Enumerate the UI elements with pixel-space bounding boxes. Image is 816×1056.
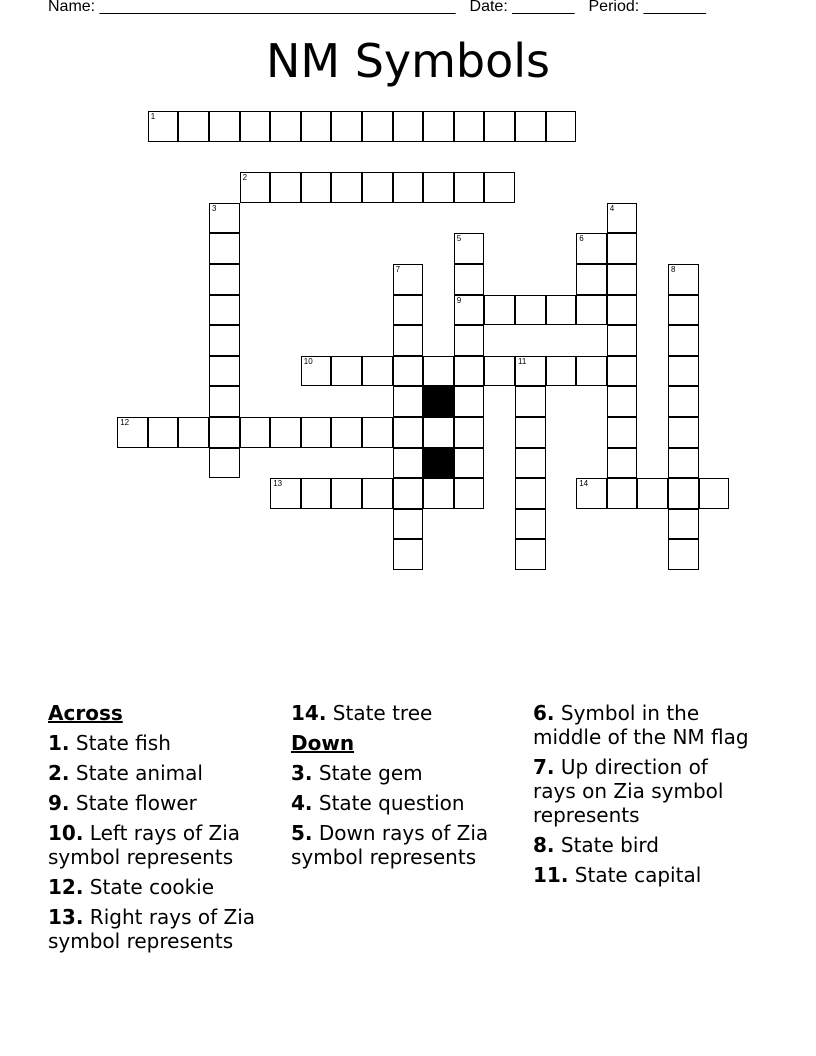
clue-item: 3. State gem	[291, 761, 423, 785]
grid-cell[interactable]	[301, 478, 332, 509]
clue-item: 2. State animal	[48, 761, 203, 785]
clue-item: 1. State fish	[48, 731, 171, 755]
grid-cell[interactable]	[209, 386, 240, 417]
grid-cell[interactable]	[454, 478, 485, 509]
grid-cell[interactable]	[515, 111, 546, 142]
cell-number: 4	[609, 203, 615, 213]
grid-cell[interactable]	[484, 172, 515, 203]
grid-cell[interactable]	[515, 478, 546, 509]
clue-item: 13. Right rays of Zia symbol represents	[48, 905, 256, 953]
grid-cell[interactable]	[209, 417, 240, 448]
grid-cell[interactable]	[270, 172, 301, 203]
grid-cell[interactable]	[607, 325, 638, 356]
grid-cell[interactable]	[240, 172, 271, 203]
grid-cell[interactable]	[331, 417, 362, 448]
grid-cell[interactable]	[209, 448, 240, 479]
clues-column-1	[48, 701, 280, 959]
clue-item: 7. Up direction of rays on Zia symbol represents	[533, 755, 724, 827]
grid-cell[interactable]	[209, 295, 240, 326]
grid-cell[interactable]	[515, 386, 546, 417]
grid-cell[interactable]	[454, 111, 485, 142]
grid-cell[interactable]	[546, 356, 577, 387]
date-field[interactable]: Date: _______	[469, 0, 575, 15]
grid-cell[interactable]	[362, 478, 393, 509]
grid-cell[interactable]	[270, 111, 301, 142]
cell-number: 7	[395, 265, 401, 274]
grid-cell[interactable]	[148, 111, 179, 142]
grid-cell[interactable]	[393, 509, 424, 540]
grid-cell[interactable]	[209, 356, 240, 387]
grid-block	[423, 448, 454, 479]
grid-cell[interactable]	[515, 356, 546, 387]
grid-cell[interactable]	[607, 233, 638, 264]
grid-cell[interactable]	[668, 539, 699, 570]
clue-item: 4. State question	[291, 791, 465, 815]
grid-cell[interactable]	[362, 417, 393, 448]
grid-cell[interactable]	[240, 417, 271, 448]
cell-number: 3	[212, 203, 217, 213]
grid-cell[interactable]	[576, 233, 607, 264]
grid-cell[interactable]	[331, 478, 362, 509]
name-field[interactable]: Name: ________________________________________	[48, 0, 456, 15]
clue-item: 5. Down rays of Zia symbol represents	[291, 821, 489, 869]
grid-cell[interactable]	[423, 478, 454, 509]
grid-cell[interactable]	[423, 111, 454, 142]
grid-cell[interactable]	[607, 417, 638, 448]
grid-cell[interactable]	[576, 295, 607, 326]
grid-cell[interactable]	[576, 478, 607, 509]
grid-cell[interactable]	[270, 417, 301, 448]
clue-item: 14. State tree	[291, 701, 433, 725]
grid-cell[interactable]	[301, 417, 332, 448]
grid-cell[interactable]	[668, 448, 699, 479]
clue-item: 9. State flower	[48, 791, 197, 815]
cell-number: 11	[518, 356, 527, 366]
grid-cell[interactable]	[301, 356, 332, 387]
grid-cell[interactable]	[699, 478, 730, 509]
grid-cell[interactable]	[576, 356, 607, 387]
cell-number: 14	[579, 479, 589, 489]
cell-number: 12	[120, 418, 130, 427]
grid-cell[interactable]	[607, 478, 638, 509]
across-heading: Across	[48, 701, 123, 725]
grid-cell[interactable]	[484, 111, 515, 142]
grid-cell[interactable]	[454, 386, 485, 417]
grid-cell[interactable]	[209, 203, 240, 234]
grid-cell[interactable]	[515, 417, 546, 448]
grid-cell[interactable]	[423, 417, 454, 448]
grid-cell[interactable]	[484, 295, 515, 326]
grid-cell[interactable]	[393, 478, 424, 509]
cell-number: 1	[150, 112, 156, 121]
period-field[interactable]: Period: _______	[588, 0, 706, 15]
grid-cell[interactable]	[576, 264, 607, 295]
grid-cell[interactable]	[393, 325, 424, 356]
grid-cell[interactable]	[454, 325, 485, 356]
grid-cell[interactable]	[331, 356, 362, 387]
grid-cell[interactable]	[362, 111, 393, 142]
grid-cell[interactable]	[393, 264, 424, 295]
grid-cell[interactable]	[607, 295, 638, 326]
grid-cell[interactable]	[607, 203, 638, 234]
grid-cell[interactable]	[454, 448, 485, 479]
grid-cell[interactable]	[668, 386, 699, 417]
clue-item: 12. State cookie	[48, 875, 215, 899]
grid-cell[interactable]	[209, 264, 240, 295]
grid-cell[interactable]	[668, 356, 699, 387]
grid-cell[interactable]	[607, 448, 638, 479]
cell-number: 5	[456, 234, 462, 244]
down-heading: Down	[291, 731, 355, 755]
grid-cell[interactable]	[423, 356, 454, 387]
grid-cell[interactable]	[454, 233, 485, 264]
grid-cell[interactable]	[393, 417, 424, 448]
cell-number: 13	[273, 479, 283, 489]
clue-item: 10. Left rays of Zia symbol represents	[48, 821, 241, 869]
grid-cell[interactable]	[331, 111, 362, 142]
grid-cell[interactable]	[209, 233, 240, 264]
grid-block	[423, 386, 454, 417]
grid-cell[interactable]	[454, 264, 485, 295]
grid-cell[interactable]	[454, 172, 485, 203]
clue-item: 6. Symbol in the middle of the NM flag	[533, 701, 749, 749]
grid-cell[interactable]	[668, 295, 699, 326]
grid-cell[interactable]	[393, 448, 424, 479]
grid-cell[interactable]	[546, 295, 577, 326]
grid-cell[interactable]	[668, 417, 699, 448]
grid-cell[interactable]	[117, 417, 148, 448]
cell-number: 8	[671, 265, 676, 274]
grid-cell[interactable]	[454, 356, 485, 387]
grid-cell[interactable]	[209, 325, 240, 356]
worksheet-header	[48, 0, 720, 16]
grid-cell[interactable]	[668, 509, 699, 540]
grid-cell[interactable]	[301, 111, 332, 142]
grid-cell[interactable]	[484, 356, 515, 387]
grid-cell[interactable]	[454, 417, 485, 448]
grid-cell[interactable]	[178, 111, 209, 142]
clue-item: 8. State bird	[533, 833, 659, 857]
grid-cell[interactable]	[393, 172, 424, 203]
grid-cell[interactable]	[515, 295, 546, 326]
cell-number: 2	[242, 173, 248, 183]
grid-cell[interactable]	[393, 356, 424, 387]
grid-cell[interactable]	[637, 478, 668, 509]
grid-cell[interactable]	[546, 111, 577, 142]
grid-cell[interactable]	[668, 325, 699, 356]
grid-cell[interactable]	[454, 295, 485, 326]
grid-cell[interactable]	[515, 539, 546, 570]
page-title: NM Symbols	[265, 34, 551, 88]
grid-cell[interactable]	[148, 417, 179, 448]
grid-cell[interactable]	[393, 295, 424, 326]
grid-cell[interactable]	[423, 172, 454, 203]
cell-number: 10	[303, 356, 313, 366]
grid-cell[interactable]	[301, 172, 332, 203]
grid-cell[interactable]	[178, 417, 209, 448]
grid-cell[interactable]	[607, 264, 638, 295]
grid-cell[interactable]	[362, 172, 393, 203]
grid-cell[interactable]	[209, 111, 240, 142]
grid-cell[interactable]	[270, 478, 301, 509]
grid-cell[interactable]	[515, 509, 546, 540]
grid-cell[interactable]	[331, 172, 362, 203]
clue-item: 11. State capital	[533, 863, 702, 887]
grid-cell[interactable]	[668, 264, 699, 295]
grid-cell[interactable]	[393, 386, 424, 417]
grid-cell[interactable]	[362, 356, 393, 387]
grid-cell[interactable]	[607, 386, 638, 417]
grid-cell[interactable]	[668, 478, 699, 509]
clues-column-2	[291, 701, 523, 875]
cell-number: 6	[579, 234, 584, 244]
grid-cell[interactable]	[515, 448, 546, 479]
grid-cell[interactable]	[240, 111, 271, 142]
cell-number: 9	[456, 295, 462, 305]
grid-cell[interactable]	[393, 539, 424, 570]
grid-cell[interactable]	[393, 111, 424, 142]
grid-cell[interactable]	[607, 356, 638, 387]
clues-column-3	[533, 701, 753, 893]
